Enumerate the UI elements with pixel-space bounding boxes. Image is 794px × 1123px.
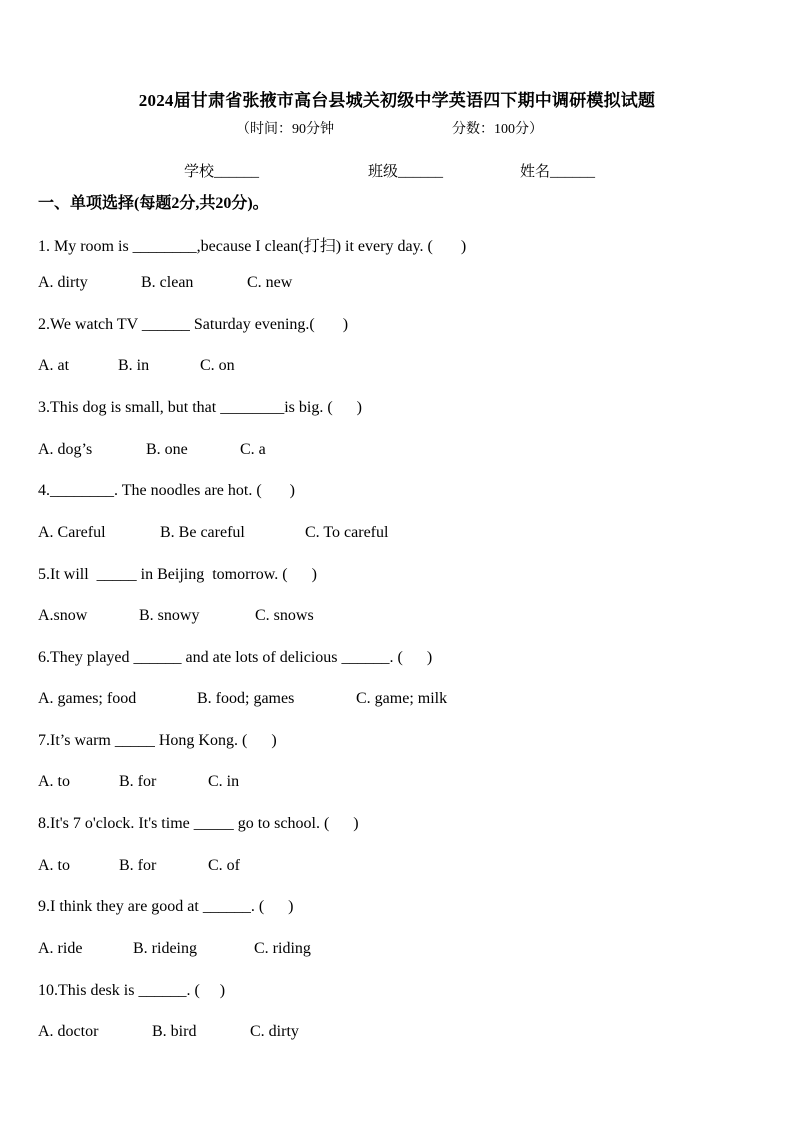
q4-option-b: B. Be careful xyxy=(160,524,245,541)
q6-option-a: A. games; food xyxy=(38,690,137,707)
question-6: 6.They played ______ and ate lots of delicious ______. ( ) xyxy=(38,649,433,666)
section-heading: 一、单项选择(每题2分,共20分)。 xyxy=(38,195,269,212)
q10-option-a: A. doctor xyxy=(38,1023,99,1040)
exam-time: （时间：90分钟 xyxy=(236,122,334,137)
question-2: 2.We watch TV ______ Saturday evening.( ) xyxy=(38,316,349,333)
q2-option-a: A. at xyxy=(38,357,70,374)
q5-option-a: A.snow xyxy=(38,607,88,624)
q8-option-c: C. of xyxy=(208,857,240,874)
q7-option-b: B. for xyxy=(119,773,157,790)
q9-option-b: B. rideing xyxy=(133,940,197,957)
q3-option-a: A. dog’s xyxy=(38,441,93,458)
question-5: 5.It will _____ in Beijing tomorrow. ( ) xyxy=(38,566,317,583)
class-field: 班级______ xyxy=(368,164,444,180)
question-3: 3.This dog is small, but that ________is big. ( ) xyxy=(38,399,362,416)
q7-option-c: C. in xyxy=(208,773,240,790)
q9-option-c: C. riding xyxy=(254,940,311,957)
q3-option-c: C. a xyxy=(240,441,266,458)
q8-option-a: A. to xyxy=(38,857,70,874)
q4-option-c: C. To careful xyxy=(305,524,389,541)
question-1: 1. My room is ________,because I clean(打扫) it every day. ( ) xyxy=(38,238,467,255)
q2-option-b: B. in xyxy=(118,357,150,374)
question-8: 8.It's 7 o'clock. It's time _____ go to school. ( ) xyxy=(38,815,359,832)
school-field: 学校______ xyxy=(184,164,260,180)
q6-option-c: C. game; milk xyxy=(356,690,448,707)
q8-option-b: B. for xyxy=(119,857,157,874)
question-7: 7.It’s warm _____ Hong Kong. ( ) xyxy=(38,732,277,749)
q7-option-a: A. to xyxy=(38,773,70,790)
q10-option-c: C. dirty xyxy=(250,1023,299,1040)
q3-option-b: B. one xyxy=(146,441,188,458)
question-4: 4.________. The noodles are hot. ( ) xyxy=(38,482,295,499)
q5-option-c: C. snows xyxy=(255,607,314,624)
q4-option-a: A. Careful xyxy=(38,524,106,541)
q1-option-c: C. new xyxy=(247,274,293,291)
name-field: 姓名______ xyxy=(520,164,596,180)
question-9: 9.I think they are good at ______. ( ) xyxy=(38,898,294,915)
q9-option-a: A. ride xyxy=(38,940,83,957)
exam-score: 分数：100分） xyxy=(452,122,543,137)
q1-option-b: B. clean xyxy=(141,274,194,291)
q10-option-b: B. bird xyxy=(152,1023,197,1040)
q2-option-c: C. on xyxy=(200,357,235,374)
question-10: 10.This desk is ______. ( ) xyxy=(38,982,226,999)
q6-option-b: B. food; games xyxy=(197,690,295,707)
q5-option-b: B. snowy xyxy=(139,607,200,624)
q1-option-a: A. dirty xyxy=(38,274,88,291)
exam-title: 2024届甘肃省张掖市高台县城关初级中学英语四下期中调研模拟试题 xyxy=(138,91,656,110)
